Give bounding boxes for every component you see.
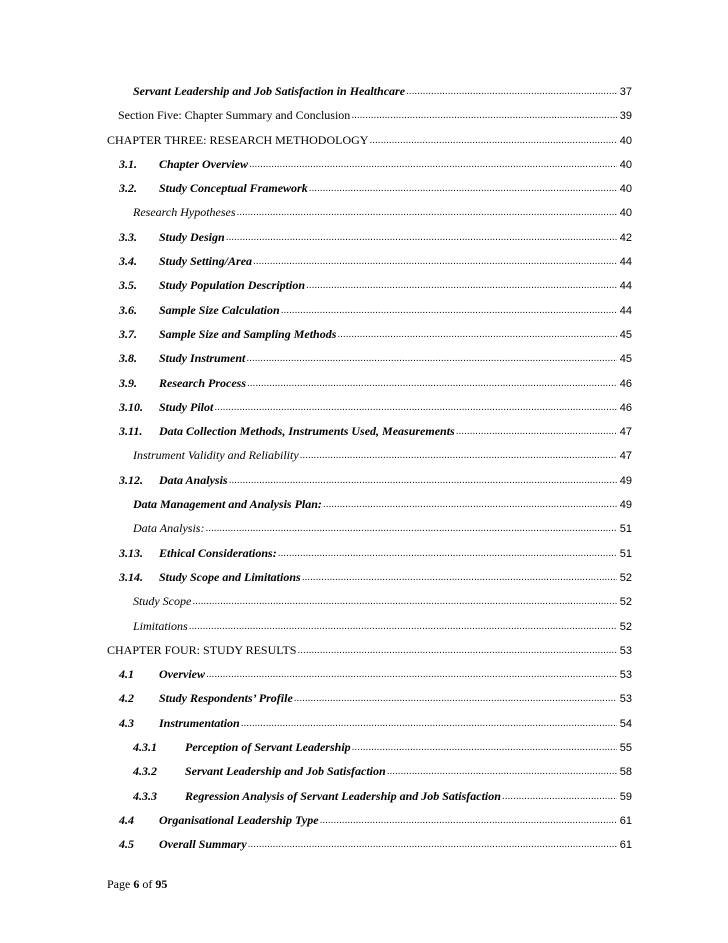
total-pages: 95: [155, 877, 168, 891]
toc-entry[interactable]: [107, 593, 632, 617]
toc-entry-number: 3.3.: [119, 229, 137, 244]
toc-entry-title: Ethical Considerations:: [159, 545, 277, 560]
toc-entry[interactable]: [107, 132, 632, 156]
toc-entry-title: Data Analysis: [159, 472, 228, 487]
toc-entry-title: Study Scope and Limitations: [159, 569, 301, 584]
toc-entry[interactable]: [107, 83, 632, 107]
toc-entry-page: 45: [619, 328, 632, 341]
toc-entry-title: CHAPTER FOUR: STUDY RESULTS: [107, 642, 297, 657]
toc-entry[interactable]: [107, 447, 632, 471]
toc-entry[interactable]: [107, 763, 632, 787]
dot-leader: [456, 423, 617, 435]
toc-entry-page: 51: [619, 547, 632, 560]
toc-entry[interactable]: [107, 739, 632, 763]
dot-leader: [369, 132, 617, 144]
toc-entry-title: Servant Leadership and Job Satisfaction: [185, 764, 386, 779]
toc-entry-number: 3.6.: [119, 302, 137, 317]
dot-leader: [237, 204, 617, 216]
dot-leader: [406, 83, 617, 95]
dot-leader: [246, 350, 617, 362]
dot-leader: [226, 229, 617, 241]
toc-entry-title: Research Process: [159, 375, 246, 390]
dot-leader: [302, 569, 617, 581]
toc-entry[interactable]: [107, 520, 632, 544]
toc-entry-title: Study Setting/Area: [159, 254, 253, 269]
toc-entry-page: 44: [619, 304, 632, 317]
toc-entry[interactable]: [107, 472, 632, 496]
toc-entry-page: 44: [619, 256, 632, 269]
toc-entry-page: 52: [619, 571, 632, 584]
toc-entry-number: 3.7.: [119, 326, 137, 341]
dot-leader: [229, 472, 617, 484]
toc-entry-page: 42: [619, 231, 632, 244]
toc-entry-title: Section Five: Chapter Summary and Conclusion: [118, 108, 351, 123]
current-page-number: 6: [133, 877, 140, 891]
toc-entry[interactable]: [107, 642, 632, 666]
toc-entry-number: 3.13.: [119, 545, 143, 560]
toc-entry-page: 52: [619, 596, 632, 609]
dot-leader: [309, 180, 617, 192]
toc-entry-title: Overview: [159, 667, 205, 682]
toc-entry-number: 3.2.: [119, 181, 137, 196]
toc-entry-number: 3.10.: [119, 399, 143, 414]
toc-entry[interactable]: [107, 423, 632, 447]
toc-entry-page: 51: [619, 523, 632, 536]
toc-entry-page: 37: [619, 86, 632, 98]
dot-leader: [294, 690, 617, 702]
toc-entry[interactable]: [107, 156, 632, 180]
toc-entry-page: 53: [619, 693, 632, 706]
dot-leader: [352, 739, 617, 751]
dot-leader: [278, 545, 617, 557]
toc-entry-page: 61: [619, 839, 632, 852]
dot-leader: [214, 399, 617, 411]
toc-entry[interactable]: [107, 204, 632, 228]
toc-entry-title: Data Analysis:: [133, 521, 205, 536]
footer-separator: of: [139, 877, 156, 891]
page-footer: [107, 877, 167, 892]
toc-entry-title: Study Design: [159, 229, 225, 244]
toc-entry-title: Study Scope: [133, 594, 192, 609]
toc-entry-title: Research Hypotheses: [133, 205, 236, 220]
toc-entry[interactable]: [107, 302, 632, 326]
toc-entry-page: 61: [619, 814, 632, 827]
toc-entry-title: Overall Summary: [159, 837, 247, 852]
toc-entry-title: Servant Leadership and Job Satisfaction in Healthcare: [133, 84, 406, 98]
toc-entry[interactable]: [107, 326, 632, 350]
footer-prefix: Page: [107, 877, 134, 891]
table-of-contents: [107, 83, 632, 861]
toc-entry-page: 46: [619, 401, 632, 414]
dot-leader: [281, 302, 617, 314]
toc-entry-page: 44: [619, 280, 632, 293]
toc-entry-title: CHAPTER THREE: RESEARCH METHODOLOGY: [107, 132, 369, 147]
dot-leader: [248, 836, 617, 848]
toc-entry-page: 54: [619, 717, 632, 730]
toc-entry-page: 39: [619, 110, 632, 123]
toc-entry-number: 3.1.: [119, 156, 137, 171]
toc-entry-title: Study Respondents’ Profile: [159, 691, 293, 706]
toc-entry-page: 53: [619, 644, 632, 657]
toc-entry-number: 4.3: [119, 715, 134, 730]
toc-entry-title: Data Management and Analysis Plan:: [133, 497, 322, 512]
dot-leader: [253, 253, 617, 265]
dot-leader: [189, 618, 617, 630]
dot-leader: [247, 375, 617, 387]
toc-entry-title: Data Collection Methods, Instruments Used, Measurements: [159, 424, 455, 439]
dot-leader: [205, 520, 617, 532]
toc-entry[interactable]: [107, 253, 632, 277]
toc-entry-number: 4.3.3: [133, 788, 157, 803]
toc-entry-number: 3.12.: [119, 472, 143, 487]
toc-entry-number: 4.1: [119, 667, 134, 682]
dot-leader: [387, 763, 617, 775]
toc-entry-number: 4.3.1: [133, 740, 157, 755]
toc-entry-page: 55: [619, 742, 632, 755]
toc-entry[interactable]: [107, 180, 632, 204]
toc-entry-page: 58: [619, 766, 632, 779]
toc-entry-title: Study Instrument: [159, 351, 246, 366]
toc-entry[interactable]: [107, 375, 632, 399]
toc-entry-page: 45: [619, 353, 632, 366]
toc-entry-page: 47: [619, 450, 632, 463]
toc-entry-page: 40: [619, 183, 632, 196]
toc-entry-title: Study Population Description: [159, 278, 306, 293]
toc-entry-page: 53: [619, 669, 632, 682]
toc-entry-number: 4.2: [119, 691, 134, 706]
toc-entry-title: Sample Size Calculation: [159, 302, 280, 317]
toc-entry[interactable]: [107, 350, 632, 374]
dot-leader: [206, 666, 617, 678]
toc-entry-title: Limitations: [133, 618, 188, 633]
dot-leader: [323, 496, 617, 508]
toc-entry-title: Study Conceptual Framework: [159, 181, 308, 196]
toc-entry[interactable]: [107, 666, 632, 690]
toc-entry-page: 49: [619, 474, 632, 487]
toc-entry-title: Instrument Validity and Reliability: [133, 448, 299, 463]
toc-entry[interactable]: [107, 229, 632, 253]
dot-leader: [337, 326, 617, 338]
toc-entry[interactable]: [107, 569, 632, 593]
toc-entry-number: 3.14.: [119, 569, 143, 584]
toc-entry-number: 4.5: [119, 837, 134, 852]
toc-entry-title: Sample Size and Sampling Methods: [159, 326, 337, 341]
toc-entry[interactable]: [107, 812, 632, 836]
toc-entry-page: 40: [619, 158, 632, 171]
toc-entry[interactable]: [107, 496, 632, 520]
dot-leader: [320, 812, 617, 824]
dot-leader: [192, 593, 617, 605]
toc-entry-number: 3.4.: [119, 254, 137, 269]
toc-entry[interactable]: [107, 277, 632, 301]
toc-entry-number: 3.5.: [119, 278, 137, 293]
toc-entry-title: Regression Analysis of Servant Leadership and Job Satisfaction: [185, 788, 501, 803]
toc-entry[interactable]: [107, 836, 632, 860]
toc-entry-number: 4.4: [119, 812, 134, 827]
dot-leader: [502, 788, 617, 800]
toc-entry[interactable]: [107, 545, 632, 569]
toc-entry-page: 46: [619, 377, 632, 390]
toc-entry-number: 3.11.: [119, 424, 143, 439]
toc-entry[interactable]: [107, 788, 632, 812]
dot-leader: [306, 277, 617, 289]
toc-entry[interactable]: [107, 618, 632, 642]
toc-entry-title: Study Pilot: [159, 399, 214, 414]
toc-entry[interactable]: [107, 107, 632, 131]
toc-entry-number: 3.8.: [119, 351, 137, 366]
toc-entry-number: 3.9.: [119, 375, 137, 390]
toc-entry-page: 47: [619, 426, 632, 439]
toc-entry-page: 52: [619, 620, 632, 633]
toc-entry[interactable]: [107, 715, 632, 739]
dot-leader: [297, 642, 617, 654]
toc-entry-page: 59: [619, 790, 632, 803]
toc-entry-page: 40: [619, 134, 632, 147]
toc-entry-title: Chapter Overview: [159, 156, 248, 171]
toc-entry-title: Perception of Servant Leadership: [185, 740, 351, 755]
toc-entry-title: Organisational Leadership Type: [159, 812, 319, 827]
dot-leader: [351, 107, 617, 119]
toc-entry-title: Instrumentation: [159, 715, 240, 730]
toc-entry-number: 4.3.2: [133, 764, 157, 779]
dot-leader: [300, 447, 617, 459]
toc-entry[interactable]: [107, 690, 632, 714]
toc-entry-page: 40: [619, 207, 632, 220]
dot-leader: [241, 715, 617, 727]
toc-entry[interactable]: [107, 399, 632, 423]
toc-entry-page: 49: [619, 499, 632, 512]
dot-leader: [249, 156, 617, 168]
